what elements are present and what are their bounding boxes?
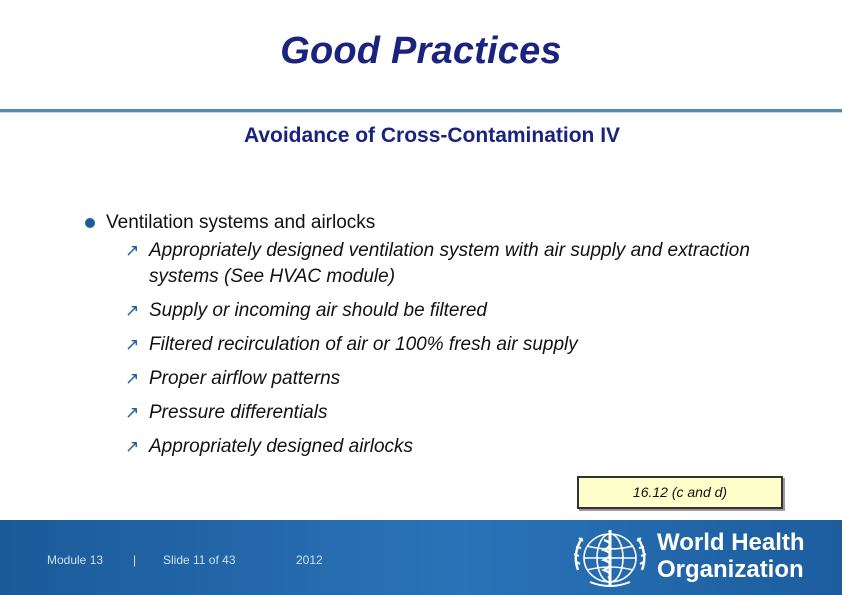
reference-box: 16.12 (c and d) [577,476,783,509]
sub-bullet-text: Pressure differentials [149,402,328,423]
arrow-bullet-icon: ↗ [125,437,140,456]
logo-line-2: Organization [657,556,804,583]
footer-bar [0,520,842,595]
who-logo-text [657,529,805,583]
slide-subtitle: Avoidance of Cross-Contamination IV [243,124,621,147]
title-divider-shadow [0,112,842,113]
footer-module: Module 13 [47,553,104,567]
arrow-bullet-icon: ↗ [125,335,140,354]
sub-bullet-text: Appropriately designed ventilation system with air supply and extraction systems (See HVAC module) [149,240,750,287]
sub-bullet [85,238,775,290]
sub-bullet-text: Appropriately designed airlocks [149,436,414,457]
content-area [85,210,775,468]
sub-bullet-list [85,238,775,460]
arrow-bullet-icon: ↗ [125,241,140,260]
arrow-bullet-icon: ↗ [125,301,140,320]
footer-separator: | [133,553,137,567]
main-bullet [85,210,775,236]
who-emblem-icon [570,524,650,592]
sub-bullet-text: Proper airflow patterns [149,368,341,389]
sub-bullet-text: Supply or incoming air should be filtered [149,300,487,321]
logo-line-1: World Health [657,529,805,556]
arrow-bullet-icon: ↗ [125,369,140,388]
sub-bullet [85,400,775,426]
sub-bullet [85,434,775,460]
sub-bullet-text: Filtered recirculation of air or 100% fresh air supply [149,334,578,355]
footer-slide-number: Slide 11 of 43 [163,553,236,567]
bullet-dot-icon [85,218,95,228]
sub-bullet [85,366,775,392]
arrow-bullet-icon: ↗ [125,403,140,422]
slide-title: Good Practices [280,30,562,72]
main-bullet-text: Ventilation systems and airlocks [106,212,376,233]
sub-bullet [85,332,775,358]
sub-bullet [85,298,775,324]
footer-year: 2012 [296,553,323,567]
